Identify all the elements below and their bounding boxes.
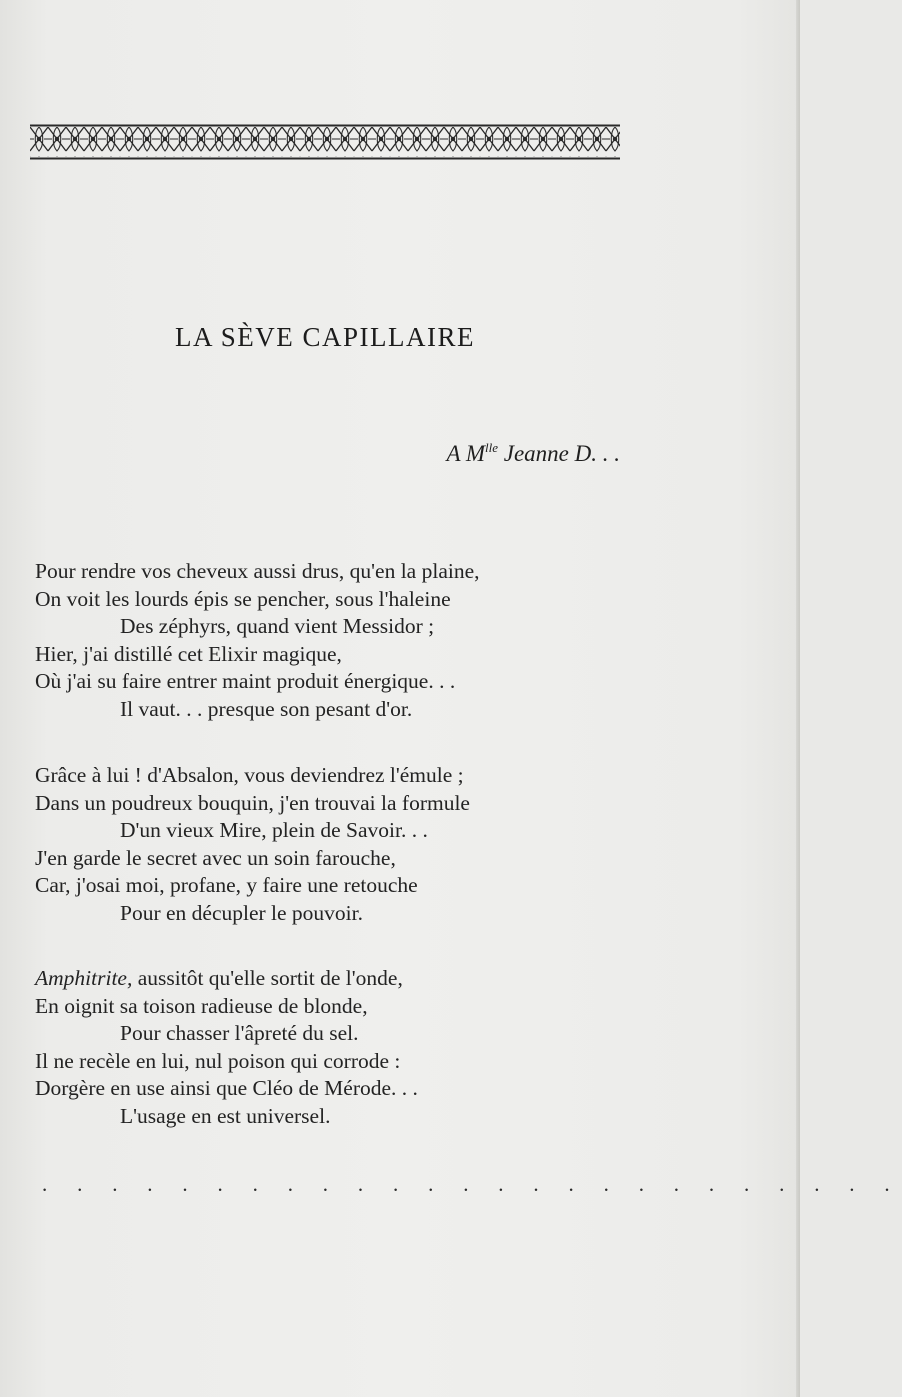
verse-line: Hier, j'ai distillé cet Elixir magique,	[35, 641, 342, 666]
italic-name: Amphitrite,	[35, 966, 133, 990]
verse-line: Pour rendre vos cheveux aussi drus, qu'en la plaine,	[35, 559, 480, 583]
verse-line: Grâce à lui ! d'Absalon, vous deviendrez l'émule ;	[35, 763, 464, 787]
verse-line: D'un vieux Mire, plein de Savoir. . .	[120, 818, 428, 842]
stanza-2	[35, 762, 470, 927]
dedication-name: Jeanne D. . .	[498, 441, 620, 466]
verse-line: L'usage en est universel.	[120, 1103, 331, 1128]
dedication-prefix: A M	[446, 441, 485, 466]
verse-line	[35, 965, 418, 993]
verse-line: En oignit sa toison radieuse de blonde,	[35, 993, 368, 1018]
verse-line: Dorgère en use ainsi que Cléo de Mérode. . .	[35, 1076, 418, 1100]
dedication-superscript: lle	[485, 440, 498, 455]
ornament-border	[30, 124, 620, 160]
ellipsis-dots: . . . . . . . . . . . . . . . . . . . . . . . . .	[42, 1172, 902, 1196]
verse-line: Des zéphyrs, quand vient Messidor ;	[120, 614, 435, 638]
verse-line: Dans un poudreux bouquin, j'en trouvai la formule	[35, 790, 470, 815]
poem-title: LA SÈVE CAPILLAIRE	[175, 322, 475, 352]
verse-line: Pour chasser l'âpreté du sel.	[120, 1021, 359, 1045]
dedication	[446, 440, 620, 467]
verse-line: On voit les lourds épis se pencher, sous l'haleine	[35, 586, 451, 611]
stanza-3	[35, 965, 418, 1130]
verse-line: Où j'ai su faire entrer maint produit énergique. . .	[35, 669, 456, 693]
verse-line: Car, j'osai moi, profane, y faire une retouche	[35, 873, 418, 897]
verse-line: Il vaut. . . presque son pesant d'or.	[120, 696, 413, 721]
verse-line: Pour en décupler le pouvoir.	[120, 900, 364, 925]
verse-line: J'en garde le secret avec un soin farouche,	[35, 845, 396, 870]
verse-line: Il ne recèle en lui, nul poison qui corrode :	[35, 1048, 401, 1073]
verse-line-rest: aussitôt qu'elle sortit de l'onde,	[132, 966, 403, 990]
stanza-1	[35, 558, 480, 723]
